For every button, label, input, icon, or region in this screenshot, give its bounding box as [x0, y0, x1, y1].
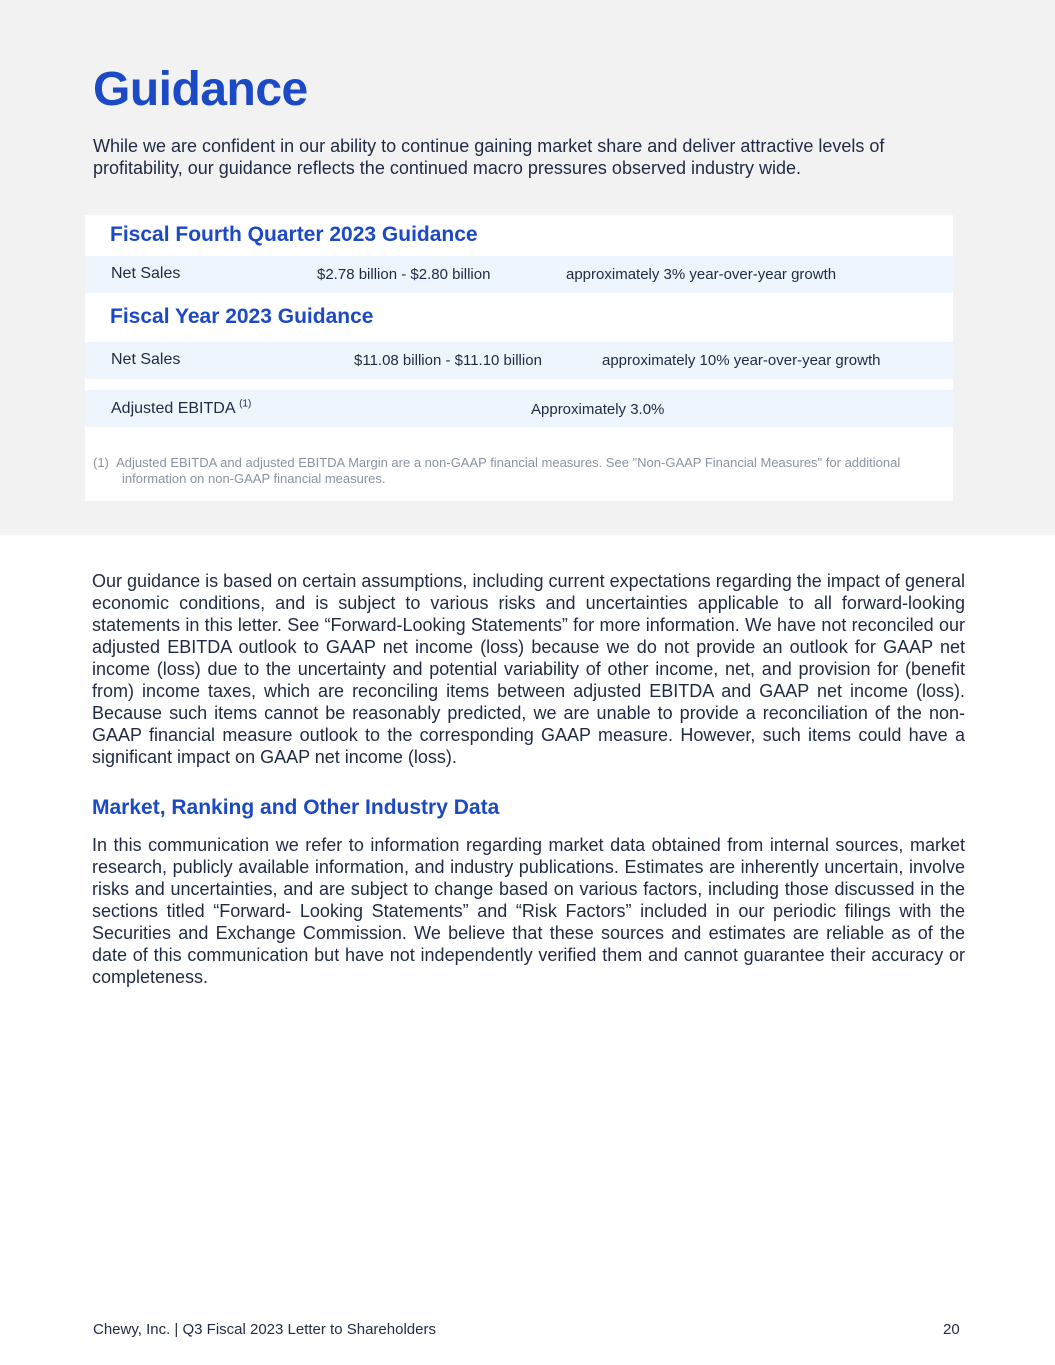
footnote-ref: (1)	[239, 398, 252, 410]
q4-guidance-heading: Fiscal Fourth Quarter 2023 Guidance	[110, 223, 478, 246]
hero-section	[0, 0, 1055, 535]
fy-adjusted-ebitda-label: Adjusted EBITDA $^{(1)}$	[111, 398, 252, 417]
intro-text: While we are confident in our ability to continue gaining market share and deliver attractive levels of profitability, our guidance reflects the continued macro pressures observed industry wide.	[93, 136, 885, 178]
fy-net-sales-growth: approximately 10% year-over-year growth	[602, 352, 881, 369]
fy-net-sales-value: $11.08 billion - $11.10 billion	[354, 352, 542, 369]
fy-adjusted-ebitda-value: Approximately 3.0%	[531, 401, 665, 418]
market-data-paragraph: In this communication we refer to information regarding market data obtained from internal sources, market research, publicly available information, and industry publications. Estimates are inherently uncertain, involve risks and uncertainties, and are subject to change based on various factors, including those discussed in the sections titled “Forward- Looking Statements” and “Risk Factors” included in our periodic filings with the Securities and Exchange Commission. We believe that these sources and estimates are reliable as of the date of this communication but have not independently verified them and cannot guarantee their accuracy or completeness.	[92, 835, 965, 987]
footnote-line2: information on non-GAAP financial measures.	[122, 471, 386, 486]
footnote	[93, 455, 943, 487]
fy-guidance-heading: Fiscal Year 2023 Guidance	[110, 305, 374, 328]
footnote-line1: Adjusted EBITDA and adjusted EBITDA Margin are a non-GAAP financial measures. See "Non-GAAP Financial Measures" for additional	[116, 455, 901, 470]
fy-adjusted-ebitda-row	[85, 390, 953, 427]
guidance-card	[85, 215, 953, 501]
fy-net-sales-row	[85, 342, 953, 379]
guidance-assumptions-paragraph: Our guidance is based on certain assumptions, including current expectations regarding the impact of general economic conditions, and is subject to various risks and uncertainties applicable to all forward-looking statements in this letter. See “Forward-Looking Statements” for more information. We have not reconciled our adjusted EBITDA outlook to GAAP net income (loss) because we do not provide an outlook for GAAP net income (loss) due to the uncertainty and potential variability of other income, net, and provision for (benefit from) income taxes, which are reconciling items between adjusted EBITDA and GAAP net income (loss). Because such items cannot be reasonably predicted, we are unable to provide a reconciliation of the non-GAAP financial measure outlook to the corresponding GAAP measure. However, such items could have a significant impact on GAAP net income (loss).	[92, 571, 965, 767]
footer-document-title: Chewy, Inc. | Q3 Fiscal 2023 Letter to Shareholders	[93, 1321, 436, 1338]
market-data-heading: Market, Ranking and Other Industry Data	[92, 796, 500, 819]
q4-net-sales-label: Net Sales	[111, 265, 181, 282]
q4-net-sales-value: $2.78 billion - $2.80 billion	[317, 266, 491, 283]
footnote-marker: (1)	[93, 455, 109, 470]
q4-net-sales-row	[85, 256, 953, 293]
q4-net-sales-growth: approximately 3% year-over-year growth	[566, 266, 837, 283]
page-title: Guidance	[93, 63, 308, 116]
page-number: 20	[943, 1321, 960, 1338]
fy-net-sales-label: Net Sales	[111, 351, 181, 368]
